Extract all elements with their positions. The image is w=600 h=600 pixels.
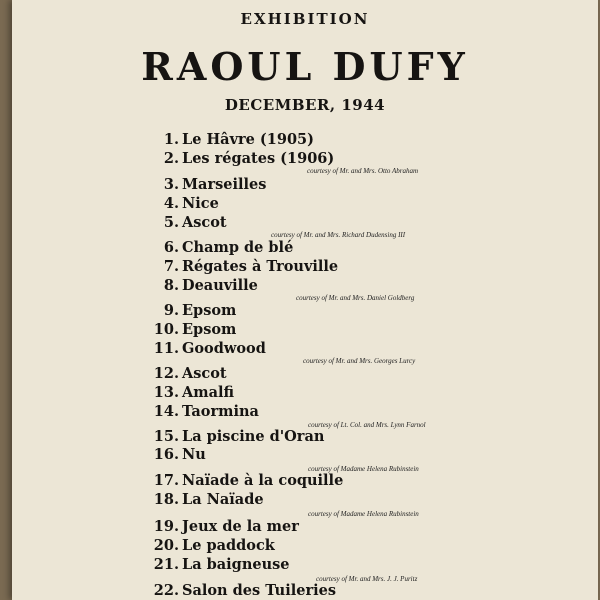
courtesy-credit: courtesy of Madame Helena Rubinstein [308, 465, 419, 473]
item-number: 12. [153, 365, 179, 382]
item-title: La piscine d'Oran [182, 428, 325, 445]
courtesy-credit: courtesy of Lt. Col. and Mrs. Lynn Farnol [308, 421, 426, 429]
item-title: La baigneuse [182, 556, 290, 573]
item-number: 20. [153, 537, 179, 554]
item-number: 8. [163, 277, 179, 294]
item-number: 19. [153, 518, 179, 535]
item-number: 21. [153, 556, 179, 573]
item-title: La Naïade [182, 491, 264, 508]
courtesy-credit: courtesy of Mr. and Mrs. Richard Dudensing III [271, 231, 406, 239]
item-number: 22. [153, 582, 179, 599]
item-title: Salon des Tuileries [182, 582, 336, 599]
item-number: 18. [153, 491, 179, 508]
item-number: 14. [153, 403, 179, 420]
item-title: Le paddock [182, 537, 275, 554]
item-title: Nice [182, 195, 219, 212]
item-title: Marseilles [182, 176, 267, 193]
item-title: Champ de blé [182, 239, 294, 256]
item-title: Goodwood [182, 340, 266, 357]
exhibition-date: DECEMBER, 1944 [224, 96, 386, 114]
item-title: Le Hâvre (1905) [182, 131, 314, 148]
item-number: 10. [153, 321, 179, 338]
item-number: 15. [153, 428, 179, 445]
item-number: 5. [163, 214, 179, 231]
exhibition-card [12, 0, 598, 600]
item-title: Régates à Trouville [182, 258, 339, 275]
courtesy-credit: courtesy of Mr. and Mrs. Daniel Goldberg [296, 294, 415, 302]
item-title: Epsom [182, 321, 237, 338]
courtesy-credit: courtesy of Mr. and Mrs. J. J. Puritz [316, 575, 418, 583]
item-number: 11. [153, 340, 179, 357]
item-title: Nu [182, 446, 206, 463]
item-title: Taormina [182, 403, 259, 420]
item-number: 16. [153, 446, 179, 463]
item-number: 4. [163, 195, 179, 212]
item-title: Ascot [182, 365, 227, 382]
item-number: 1. [163, 131, 179, 148]
courtesy-credit: courtesy of Mr. and Mrs. Georges Lurcy [303, 357, 416, 365]
item-number: 9. [163, 302, 179, 319]
courtesy-credit: courtesy of Madame Helena Rubinstein [308, 510, 419, 518]
courtesy-credit: courtesy of Mr. and Mrs. Otto Abraham [307, 167, 419, 175]
artist-name: RAOUL DUFY [141, 44, 469, 89]
item-number: 13. [153, 384, 179, 401]
item-number: 6. [163, 239, 179, 256]
item-title: Les régates (1906) [182, 150, 335, 167]
item-title: Deauville [182, 277, 258, 294]
item-number: 3. [163, 176, 179, 193]
item-title: Naïade à la coquille [182, 472, 344, 489]
item-title: Ascot [182, 214, 227, 231]
item-title: Amalfi [182, 384, 235, 401]
item-number: 17. [153, 472, 179, 489]
item-title: Jeux de la mer [182, 518, 299, 535]
exhibition-heading: EXHIBITION [240, 10, 370, 28]
item-number: 7. [163, 258, 179, 275]
item-title: Epsom [182, 302, 237, 319]
item-number: 2. [163, 150, 179, 167]
